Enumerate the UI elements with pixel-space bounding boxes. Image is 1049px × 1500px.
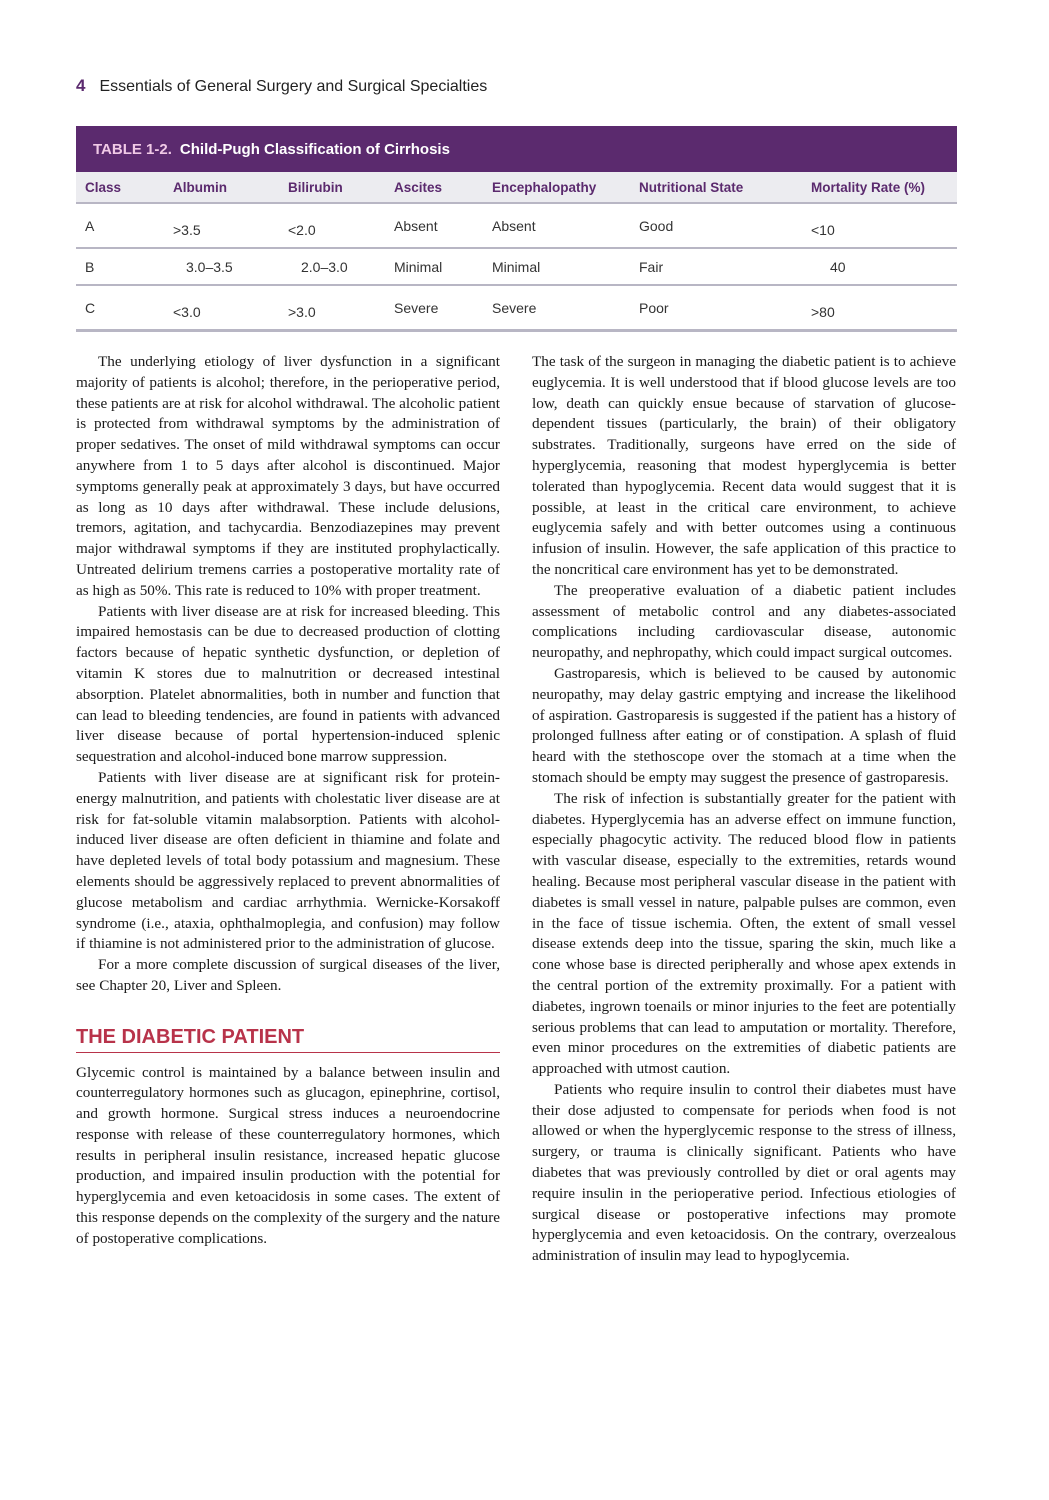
table-cell: A — [76, 203, 164, 248]
right-column — [532, 352, 956, 1267]
body-paragraph: Gastroparesis, which is believed to be caused by autonomic neuropathy, may delay gastric emptying and increase the likelihood of aspiration. Gastroparesis is suggested if the patient has a history of prolonged fullness after eating or of constipation. A splash of fluid heard with the stethoscope over the stomach at a time when the stomach should be empty may suggest the presence of gastroparesis. — [532, 664, 956, 786]
table-number: TABLE 1-2. — [93, 140, 172, 158]
column-header: Bilirubin — [288, 179, 343, 195]
table-cell: Absent — [483, 203, 630, 248]
table-cell: Absent — [385, 203, 483, 248]
running-title: Essentials of General Surgery and Surgical Specialties — [99, 78, 488, 95]
left-column — [76, 352, 500, 1250]
table-header-row — [76, 172, 957, 203]
table-title-bar — [76, 126, 957, 172]
table-cell: <3.0 — [164, 285, 279, 331]
column-header: Encephalopathy — [492, 179, 597, 195]
column-header: Mortality Rate (%) — [811, 179, 926, 195]
body-paragraph: Patients with liver disease are at significant risk for protein-energy malnutrition, and patients with cholestatic liver disease are at risk for fat-soluble vitamin malabsorption. Patients with alcohol-induced liver disease are often deficient in thiamine and folate and have depleted levels of total body potassium and magnesium. These elements should be aggressively replaced to prevent abnormalities of glucose metabolism and cardiac arrhythmia. Wernicke-Korsakoff syndrome (i.e., ataxia, ophthalmoplegia, and confusion) may follow if thiamine is not administered prior to the administration of glucose. — [76, 768, 500, 953]
table-cell: 40 — [802, 248, 957, 285]
column-header: Albumin — [173, 179, 227, 195]
table-cell: Fair — [630, 248, 802, 285]
table-row — [76, 285, 957, 331]
table-cell: <2.0 — [279, 203, 385, 248]
section-heading: THE DIABETIC PATIENT — [76, 1027, 500, 1053]
page-header — [76, 76, 487, 96]
table-title: Child-Pugh Classification of Cirrhosis — [179, 140, 450, 158]
body-paragraph: The risk of infection is substantially greater for the patient with diabetes. Hyperglycemia has an adverse effect on immune function, especially phagocytic activity. The reduced blood flow in patients with vascular disease, especially to the extremities, retards wound healing. Because most peripheral vascular disease in the patient with diabetes is small vessel in nature, palpable pulses are common, even in the face of tissue ischemia. Often, the extent of small vessel disease extends deep into the tissue, sparing the skin, much like a cone whose base is directed peripherally and whose apex extends in the central portion of the extremity proximally. For a patient with diabetes, ingrown toenails or minor injuries to the feet are potentially serious problems that can lead to amputation or mortality. Therefore, even minor procedures on the extremities of diabetic patients are approached with utmost caution. — [532, 789, 956, 1078]
body-paragraph: The underlying etiology of liver dysfunction in a significant majority of patients is alcohol; therefore, in the perioperative period, these patients are at risk for alcohol withdrawal. The alcoholic patient is protected from withdrawal symptoms by the administration of proper sedatives. The onset of mild withdrawal symptoms can occur anywhere from 1 to 5 days after alcohol is discontinued. Major symptoms generally peak at approximately 3 days, but have occurred as long as 10 days after withdrawal. These include delusions, tremors, agitation, and tachycardia. Benzodiazepines may prevent major withdrawal symptoms if they are instituted prophylactically. Untreated delirium tremens carries a postoperative mortality rate of as high as 50%. This rate is reduced to 10% with proper treatment. — [76, 353, 500, 599]
column-header: Nutritional State — [639, 179, 744, 195]
table-cell: Good — [630, 203, 802, 248]
cirrhosis-table — [76, 126, 957, 332]
page-number: 4 — [76, 76, 86, 95]
table-cell: 2.0–3.0 — [279, 248, 385, 285]
table-row — [76, 248, 957, 285]
body-paragraph: For a more complete discussion of surgical diseases of the liver, see Chapter 20, Liver and Spleen. — [76, 956, 500, 994]
table-cell: C — [76, 285, 164, 331]
column-header: Class — [85, 179, 122, 195]
body-paragraph: Patients with liver disease are at risk for increased bleeding. This impaired hemostasis can be due to decreased production of clotting factors because of hepatic synthetic dysfunction, or depletion of vitamin K stores due to malnutrition or decreased intestinal absorption. Platelet abnormalities, both in number and function that can lead to bleeding tendencies, are found in patients with advanced liver disease because of portal hypertension-induced splenic sequestration and alcohol-induced bone marrow suppression. — [76, 602, 500, 766]
table-cell: >3.0 — [279, 285, 385, 331]
table-cell: >3.5 — [164, 203, 279, 248]
body-paragraph: Patients who require insulin to control their diabetes must have their dose adjusted to compensate for periods when food is not allowed or when the hyperglycemic response to the stress of illness, surgery, or trauma is clinically significant. Patients who have diabetes that was previously controlled by diet or oral agents may require insulin in the perioperative period. Infectious etiologies of surgical disease or postoperative infections may promote hyperglycemia and even ketoacidosis. On the contrary, overzealous administration of insulin may lead to hypoglycemia. — [532, 1080, 956, 1265]
data-table — [76, 172, 957, 332]
body-paragraph: Glycemic control is maintained by a balance between insulin and counterregulatory hormones such as glucagon, epinephrine, cortisol, and growth hormone. Surgical stress induces a neuroendocrine response with release of these counterregulatory hormones, which results in peripheral insulin resistance, increased hepatic glucose production, and impaired insulin production with the potential for hyperglycemia and even ketoacidosis in some cases. The extent of this response depends on the complexity of the surgery and the nature of postoperative complications. — [76, 1063, 500, 1247]
table-cell: Severe — [483, 285, 630, 331]
table-cell: Minimal — [385, 248, 483, 285]
table-row — [76, 203, 957, 248]
table-cell: 3.0–3.5 — [164, 248, 279, 285]
body-paragraph: The task of the surgeon in managing the diabetic patient is to achieve euglycemia. It is well understood that if blood glucose levels are too low, death can quickly ensue because of starvation of glucose-dependent tissues (particularly, the brain) of their obligatory substrates. Traditionally, surgeons have erred on the side of hyperglycemia, reasoning that modest hyperglycemia is better tolerated than hypoglycemia. Recent data would suggest that it is possible, at least in the critical care environment, to achieve euglycemia safely and with better outcomes using a continuous infusion of insulin. However, the safe application of this practice to the noncritical care environment has yet to be demonstrated. — [532, 353, 956, 578]
column-header: Ascites — [394, 179, 443, 195]
body-paragraph: The preoperative evaluation of a diabetic patient includes assessment of metabolic control and any diabetes-associated complications including cardiovascular disease, autonomic neuropathy, and nephropathy, which could impact surgical outcomes. — [532, 581, 956, 662]
table-cell: B — [76, 248, 164, 285]
table-cell: Poor — [630, 285, 802, 331]
table-cell: Minimal — [483, 248, 630, 285]
table-cell: <10 — [802, 203, 957, 248]
table-cell: >80 — [802, 285, 957, 331]
table-cell: Severe — [385, 285, 483, 331]
